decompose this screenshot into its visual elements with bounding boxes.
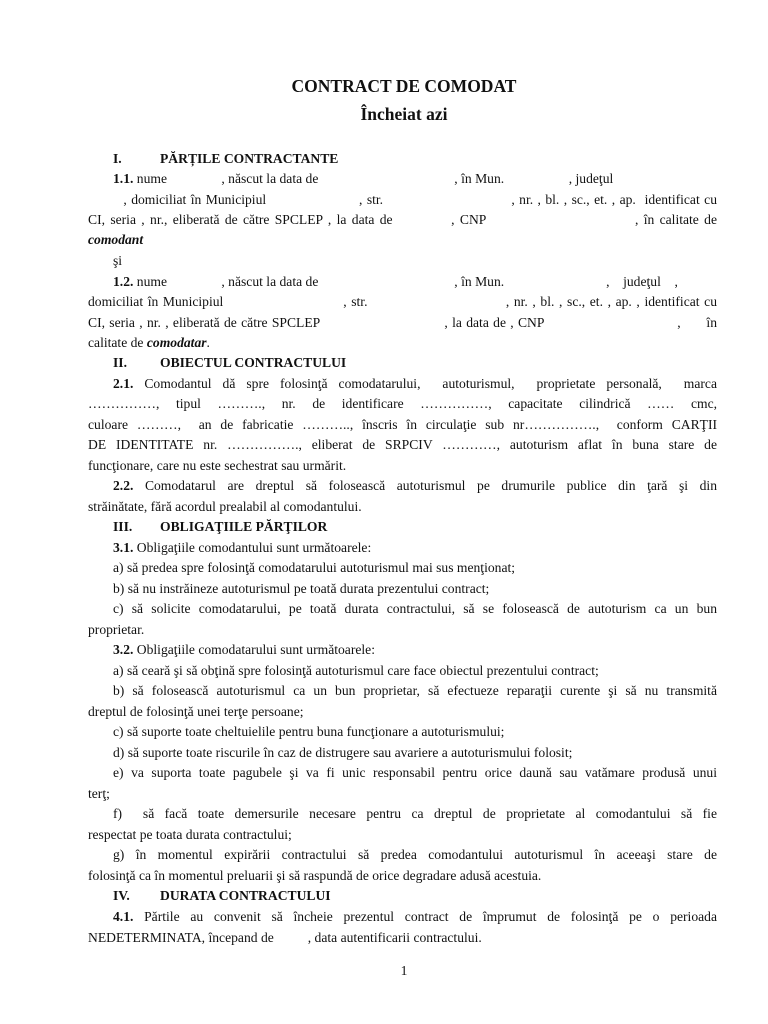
line-text: Obligaţiile comodatarului sunt următoarele:	[133, 642, 375, 657]
line-text: Obligaţiile comodantului sunt următoarele:	[133, 540, 372, 555]
line-text: şi	[113, 253, 123, 268]
party-role: comodant	[88, 232, 144, 247]
section-heading	[113, 887, 717, 905]
line-text: calitate de	[88, 335, 147, 350]
section-number: I.	[113, 151, 122, 166]
line-text: Comodantul dă spre folosinţă comodatarului, autoturismul, proprietate personală, marca	[133, 376, 717, 391]
line-text: CI, seria , nr. , eliberată de către SPCLEP , la data de , CNP , în	[88, 315, 717, 330]
clause-number: 3.1.	[113, 540, 134, 555]
line-text: CI, seria , nr., eliberată de către SPCLEP , la data de , CNP , în calitate de	[88, 212, 717, 227]
document-line	[113, 559, 717, 577]
line-text: Comodatarul are dreptul să folosească autoturismul pe drumurile publice din ţară şi din	[133, 478, 717, 493]
section-title: DURATA CONTRACTULUI	[160, 888, 331, 903]
document-line	[113, 744, 717, 762]
line-text: e) va suporta toate pagubele şi va fi unic responsabil pentru orice daună sau vatămare produsă unui	[113, 765, 717, 780]
section-heading	[113, 150, 717, 168]
section-heading	[113, 518, 717, 536]
section-number: III.	[113, 519, 133, 534]
document-line	[88, 293, 717, 311]
document-line	[88, 929, 717, 947]
document-line	[88, 785, 717, 803]
line-text: respectat pe toata durata contractului;	[88, 827, 292, 842]
document-subtitle: Încheiat azi	[360, 104, 448, 124]
clause-number: 2.2.	[113, 478, 134, 493]
clause-number: 4.1.	[113, 909, 134, 924]
line-text: proprietar.	[88, 622, 145, 637]
line-text: , domiciliat în Municipiul , str. , nr. , bl. , sc., et. , ap. identificat cu	[88, 192, 717, 207]
document-title: CONTRACT DE COMODAT	[291, 76, 517, 96]
document-line	[88, 436, 717, 454]
document-line	[113, 477, 717, 495]
document-line	[113, 170, 717, 188]
line-text: f) să facă toate demersurile necesare pentru ca dreptul de proprietate al comodantului să fie	[113, 806, 717, 821]
line-text: domiciliat în Municipiul , str. , nr. , bl. , sc., et. , ap. , identificat cu	[88, 294, 717, 309]
document-line	[113, 764, 717, 782]
line-text: a) să predea spre folosinţă comodatarului autoturismul mai sus menţionat;	[113, 560, 516, 575]
document-line	[113, 252, 717, 270]
document-line	[113, 662, 717, 680]
document-line	[88, 395, 717, 413]
line-text: g) în momentul expirării contractului să predea comodantului autoturismul în aceeaşi stare de	[113, 847, 717, 862]
line-text: d) să suporte toate riscurile în caz de distrugere sau avariere a autoturismului folosit;	[113, 745, 573, 760]
clause-number: 1.1.	[113, 171, 134, 186]
line-text: terţ;	[88, 786, 110, 801]
line-text: b) să folosească autoturismul ca un bun proprietar, să efectueze reparaţii curente şi să nu transmită	[113, 683, 717, 698]
clause-number: 3.2.	[113, 642, 134, 657]
document-line	[88, 231, 717, 249]
page-number: 1	[400, 963, 408, 978]
document-line	[113, 723, 717, 741]
party-role: comodatar	[146, 335, 207, 350]
line-text: ……………, tipul ………., nr. de identificare ……………, capacitate cilindrică …… cmc,	[88, 396, 717, 411]
document-line	[113, 641, 717, 659]
line-text: dreptul de folosinţă unei terţe persoane;	[88, 704, 304, 719]
line-text: c) să suporte toate cheltuielile pentru buna funcţionare a autoturismului;	[113, 724, 505, 739]
line-text: nume , născut la data de , în Mun. , judeţul ,	[133, 274, 678, 289]
line-text: culoare ………, an de fabricatie ……….., înscris în circulaţie sub nr……………., conform CARŢII	[88, 417, 717, 432]
document-line	[88, 703, 717, 721]
section-title: OBLIGAŢIILE PĂRŢILOR	[160, 519, 328, 534]
line-text: funcţionare, care nu este sechestrat sau urmărit.	[88, 458, 347, 473]
document-line	[113, 539, 717, 557]
document-line	[88, 621, 717, 639]
document-line	[88, 826, 717, 844]
document-line	[113, 273, 717, 291]
document-line	[113, 908, 717, 926]
document-line	[113, 580, 717, 598]
document-line	[88, 867, 717, 885]
document-line	[113, 375, 717, 393]
document-line	[88, 416, 717, 434]
line-text: c) să solicite comodatarului, pe toată durata contractului, să se folosească de autoturism ca un bun	[113, 601, 717, 616]
clause-number: 2.1.	[113, 376, 134, 391]
section-heading	[113, 354, 717, 372]
line-text: a) să ceară şi să obţină spre folosinţă autoturismul care face obiectul prezentului contract;	[113, 663, 599, 678]
document-line	[88, 211, 717, 229]
section-number: IV.	[113, 888, 130, 903]
line-text: nume , născut la data de , în Mun. , judeţul	[133, 171, 614, 186]
document-line	[88, 314, 717, 332]
line-suffix: .	[206, 335, 210, 350]
document-line	[88, 498, 717, 516]
line-text: b) să nu instrăineze autoturismul pe toată durata prezentului contract;	[113, 581, 490, 596]
document-line	[88, 457, 717, 475]
line-text: NEDETERMINATA, începand de , data autentificarii contractului.	[88, 930, 482, 945]
document-line	[88, 334, 717, 352]
section-number: II.	[113, 355, 127, 370]
document-line	[88, 191, 717, 209]
line-text: Părtile au convenit să încheie prezentul contract de împrumut de folosinţă pe o perioada	[133, 909, 717, 924]
line-text: străinătate, fără acordul prealabil al comodantului.	[88, 499, 362, 514]
section-title: PĂRȚILE CONTRACTANTE	[160, 151, 339, 166]
section-title: OBIECTUL CONTRACTULUI	[160, 355, 347, 370]
line-text: DE IDENTITATE nr. ……………., eliberat de SRPCIV …………, autoturism aflat în buna stare de	[88, 437, 717, 452]
document-line	[113, 805, 717, 823]
clause-number: 1.2.	[113, 274, 134, 289]
line-text: folosinţă ca în momentul preluarii şi să raspundă de orice degradare adusă acestuia.	[88, 868, 542, 883]
document-line	[113, 682, 717, 700]
document-line	[113, 600, 717, 618]
document-line	[113, 846, 717, 864]
